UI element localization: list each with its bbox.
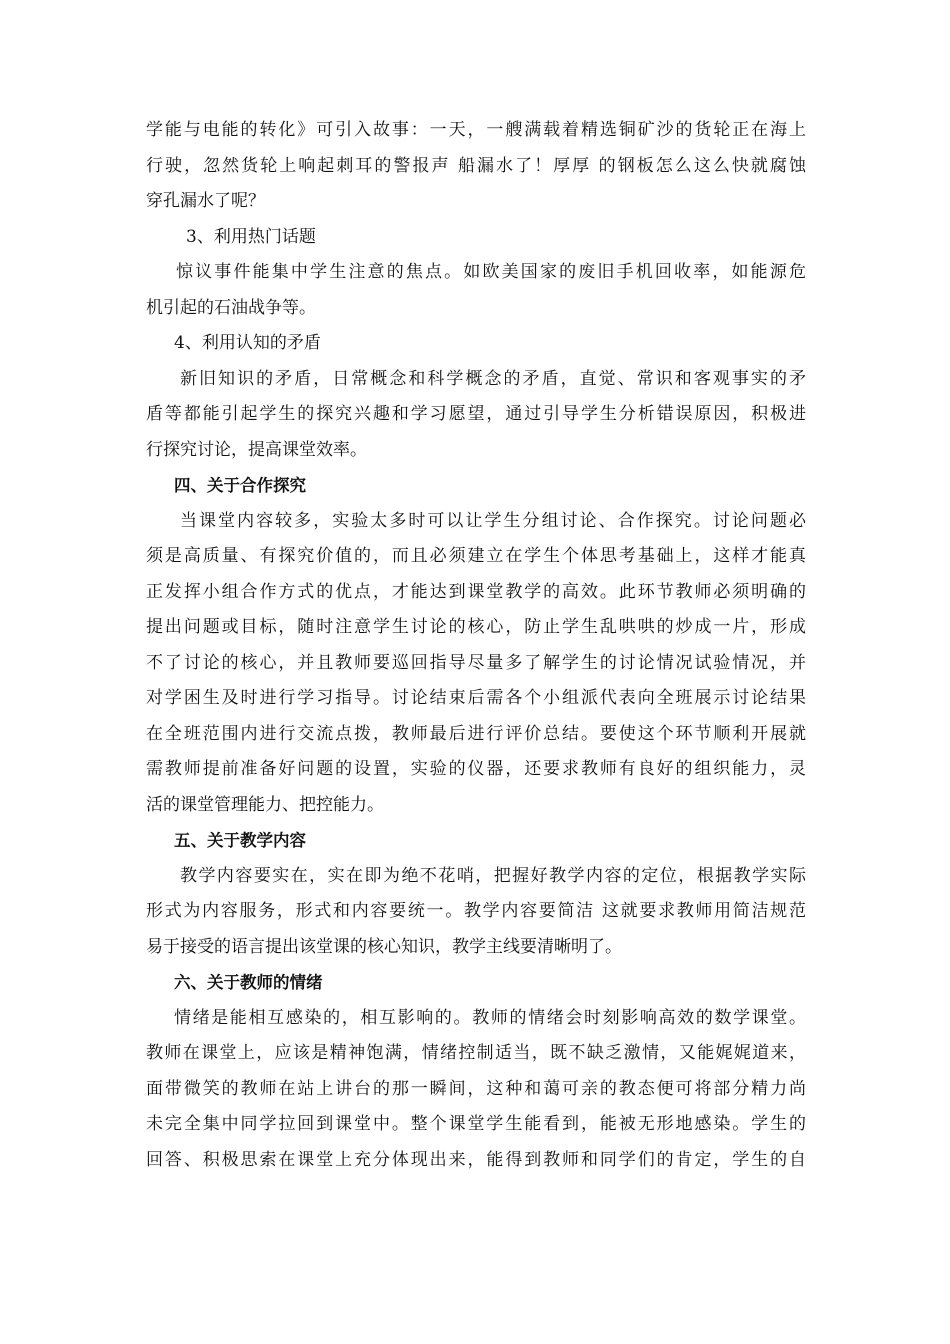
section6-line-1: 情绪是能相互感染的，相互影响的。教师的情绪会时刻影响高效的数学课堂。 [174, 1007, 806, 1028]
section5-line-1: 教学内容要实在，实在即为绝不花哨，把握好教学内容的定位，根据教学实际 [180, 865, 806, 886]
document-body [146, 113, 806, 1178]
item4-line-3: 行探究讨论，提高课堂效率。 [146, 439, 367, 460]
section4-line-8: 需教师提前准备好问题的设置，实验的仪器，还要求教师有良好的组织能力，灵 [146, 759, 806, 779]
section4-line-7: 在全班范围内进行交流点拨，教师最后进行评价总结。要使这个环节顺利开展就 [146, 723, 806, 744]
section6-line-2: 教师在课堂上，应该是精神饱满，情绪控制适当，既不缺乏激情，又能娓娓道来， [146, 1043, 806, 1063]
section5-title: 五、关于教学内容 [174, 831, 306, 850]
item4-title: 4、利用认知的矛盾 [174, 333, 321, 353]
section6-line-3: 面带微笑的教师在站上讲台的那一瞬间，这种和蔼可亲的教态便可将部分精力尚 [146, 1078, 806, 1099]
section4-line-2: 须是高质量、有探究价值的，而且必须建立在学生个体思考基础上，这样才能真 [146, 546, 806, 566]
section5-line-3: 易于接受的语言提出该堂课的核心知识，教学主线要清晰明了。 [146, 936, 622, 957]
section6-line-5: 回答、积极思索在课堂上充分体现出来，能得到教师和同学们的肯定，学生的自 [146, 1149, 806, 1170]
section4-line-5: 不了讨论的核心，并且教师要巡回指导尽量多了解学生的讨论情况试验情况，并 [146, 652, 806, 673]
section5-line-2: 形式为内容服务，形式和内容要统一。教学内容要简洁 这就要求教师用简洁规范 [146, 901, 806, 921]
item3-title: 3、利用热门话题 [186, 226, 316, 247]
intro-line-3: 穿孔漏水了呢？ [146, 191, 265, 211]
section4-line-1: 当课堂内容较多，实验太多时可以让学生分组讨论、合作探究。讨论问题必 [180, 510, 806, 531]
section4-line-9: 活的课堂管理能力、把控能力。 [146, 794, 384, 815]
section4-title: 四、关于合作探究 [174, 476, 306, 495]
section4-line-6: 对学困生及时进行学习指导。讨论结束后需各个小组派代表向全班展示讨论结果 [146, 688, 806, 708]
section6-line-4: 未完全集中同学拉回到课堂中。整个课堂学生能看到，能被无形地感染。学生的 [146, 1114, 806, 1134]
intro-line-2: 行驶，忽然货轮上响起刺耳的警报声 船漏水了！厚厚 的钢板怎么这么快就腐蚀 [146, 155, 806, 176]
section4-line-3: 正发挥小组合作方式的优点，才能达到课堂教学的高效。此环节教师必须明确的 [146, 581, 806, 602]
item4-line-2: 盾等都能引起学生的探究兴趣和学习愿望，通过引导学生分析错误原因，积极进 [146, 404, 806, 424]
item4-line-1: 新旧知识的矛盾，日常概念和科学概念的矛盾，直觉、常识和客观事实的矛 [180, 368, 806, 389]
section6-title: 六、关于教师的情绪 [174, 973, 323, 992]
item3-line-2: 机引起的石油战争等。 [146, 297, 316, 318]
item3-line-1: 惊议事件能集中学生注意的焦点。如欧美国家的废旧手机回收率，如能源危 [176, 262, 806, 282]
section4-line-4: 提出问题或目标，随时注意学生讨论的核心，防止学生乱哄哄的炒成一片，形成 [146, 617, 806, 637]
intro-line-1: 学能与电能的转化》可引入故事：一天，一艘满载着精选铜矿沙的货轮正在海上 [146, 120, 806, 140]
